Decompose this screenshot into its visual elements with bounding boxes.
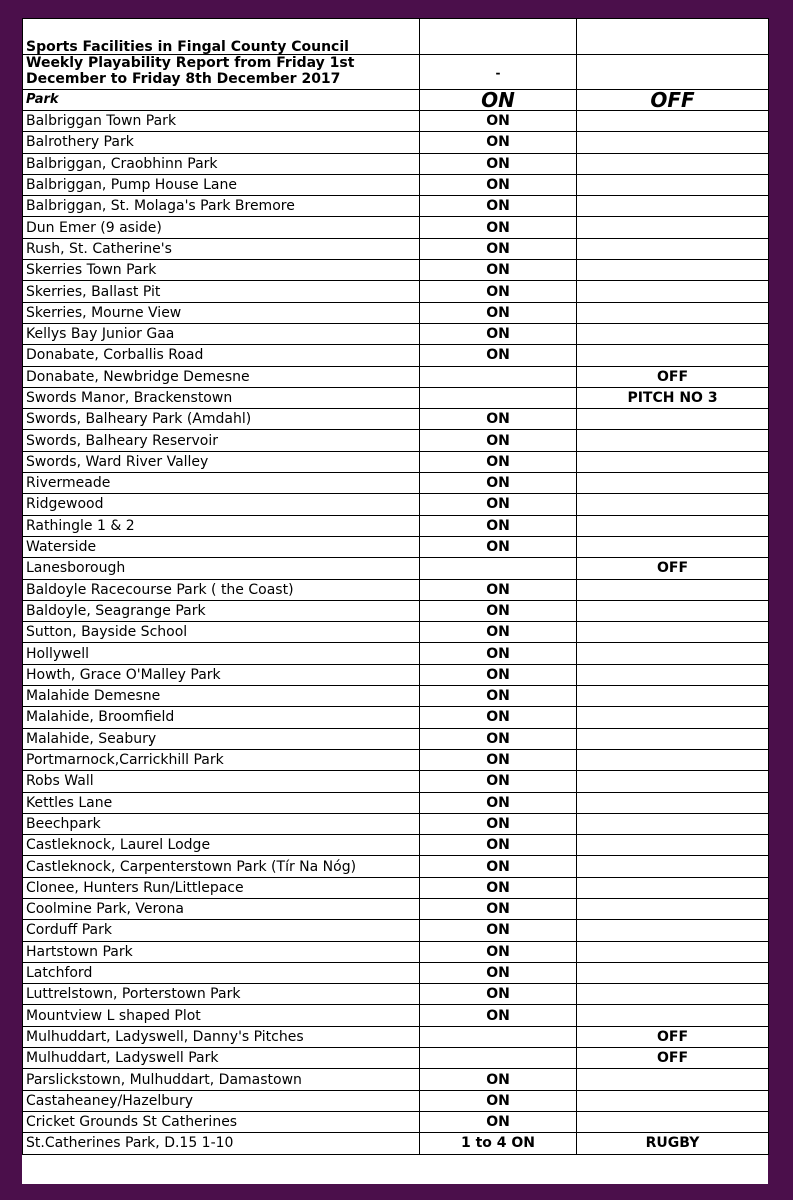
off-status bbox=[577, 536, 769, 557]
table-row bbox=[23, 579, 769, 600]
on-status: ON bbox=[420, 217, 577, 238]
report-subtitle: Weekly Playability Report from Friday 1st December to Friday 8th December 2017 bbox=[23, 55, 420, 90]
off-status bbox=[577, 302, 769, 323]
on-status: ON bbox=[420, 1005, 577, 1026]
column-header-off: OFF bbox=[577, 90, 769, 111]
off-status bbox=[577, 1005, 769, 1026]
on-status: ON bbox=[420, 451, 577, 472]
park-name: Sutton, Bayside School bbox=[23, 622, 420, 643]
table-row bbox=[23, 132, 769, 153]
off-status bbox=[577, 962, 769, 983]
park-name: Castleknock, Carpenterstown Park (Tír Na Nóg) bbox=[23, 856, 420, 877]
on-status: ON bbox=[420, 515, 577, 536]
column-header-on: ON bbox=[420, 90, 577, 111]
on-status: ON bbox=[420, 323, 577, 344]
off-status bbox=[577, 728, 769, 749]
off-status bbox=[577, 835, 769, 856]
table-row bbox=[23, 451, 769, 472]
off-status bbox=[577, 771, 769, 792]
table-row bbox=[23, 622, 769, 643]
table-row bbox=[23, 856, 769, 877]
park-name: Cricket Grounds St Catherines bbox=[23, 1111, 420, 1132]
off-status bbox=[577, 196, 769, 217]
on-status: ON bbox=[420, 1069, 577, 1090]
park-name: Castleknock, Laurel Lodge bbox=[23, 835, 420, 856]
table-row bbox=[23, 771, 769, 792]
park-name: Malahide, Broomfield bbox=[23, 707, 420, 728]
table-row bbox=[23, 1111, 769, 1132]
park-name: St.Catherines Park, D.15 1-10 bbox=[23, 1133, 420, 1154]
table-row bbox=[23, 238, 769, 259]
column-header-row bbox=[23, 90, 769, 111]
off-status bbox=[577, 238, 769, 259]
on-status: ON bbox=[420, 1090, 577, 1111]
on-status: ON bbox=[420, 728, 577, 749]
on-status: ON bbox=[420, 174, 577, 195]
table-row bbox=[23, 174, 769, 195]
park-name: Rathingle 1 & 2 bbox=[23, 515, 420, 536]
table-row bbox=[23, 409, 769, 430]
off-status: RUGBY bbox=[577, 1133, 769, 1154]
off-status bbox=[577, 600, 769, 621]
park-name: Baldoyle, Seagrange Park bbox=[23, 600, 420, 621]
on-status bbox=[420, 1026, 577, 1047]
on-status: ON bbox=[420, 281, 577, 302]
park-name: Balbriggan, Craobhinn Park bbox=[23, 153, 420, 174]
table-row bbox=[23, 345, 769, 366]
on-status bbox=[420, 558, 577, 579]
off-status bbox=[577, 451, 769, 472]
on-status: ON bbox=[420, 920, 577, 941]
park-name: Swords, Balheary Park (Amdahl) bbox=[23, 409, 420, 430]
table-row bbox=[23, 877, 769, 898]
table-row bbox=[23, 473, 769, 494]
park-name: Balbriggan Town Park bbox=[23, 111, 420, 132]
table-row bbox=[23, 664, 769, 685]
off-status bbox=[577, 749, 769, 770]
on-status: ON bbox=[420, 707, 577, 728]
table-row bbox=[23, 366, 769, 387]
table-row bbox=[23, 153, 769, 174]
table-row bbox=[23, 494, 769, 515]
park-name: Howth, Grace O'Malley Park bbox=[23, 664, 420, 685]
park-name: Hartstown Park bbox=[23, 941, 420, 962]
table-row bbox=[23, 643, 769, 664]
park-name: Malahide Demesne bbox=[23, 686, 420, 707]
off-status bbox=[577, 813, 769, 834]
off-status bbox=[577, 217, 769, 238]
on-status: ON bbox=[420, 260, 577, 281]
off-status bbox=[577, 345, 769, 366]
off-status: OFF bbox=[577, 1048, 769, 1069]
off-status: PITCH NO 3 bbox=[577, 387, 769, 408]
on-status: ON bbox=[420, 622, 577, 643]
off-status bbox=[577, 941, 769, 962]
off-status bbox=[577, 1111, 769, 1132]
off-status bbox=[577, 920, 769, 941]
park-name: Balbriggan, Pump House Lane bbox=[23, 174, 420, 195]
park-name: Rush, St. Catherine's bbox=[23, 238, 420, 259]
off-status bbox=[577, 430, 769, 451]
table-row bbox=[23, 1005, 769, 1026]
table-row bbox=[23, 111, 769, 132]
on-status: ON bbox=[420, 473, 577, 494]
park-name: Robs Wall bbox=[23, 771, 420, 792]
on-status: ON bbox=[420, 962, 577, 983]
park-name: Skerries, Mourne View bbox=[23, 302, 420, 323]
off-status bbox=[577, 579, 769, 600]
table-row bbox=[23, 387, 769, 408]
park-name: Latchford bbox=[23, 962, 420, 983]
on-status: ON bbox=[420, 579, 577, 600]
park-name: Balbriggan, St. Molaga's Park Bremore bbox=[23, 196, 420, 217]
playability-table bbox=[22, 18, 769, 1155]
table-row bbox=[23, 260, 769, 281]
table-row bbox=[23, 813, 769, 834]
off-status bbox=[577, 707, 769, 728]
table-row bbox=[23, 302, 769, 323]
park-name: Luttrelstown, Porterstown Park bbox=[23, 984, 420, 1005]
column-header-park: Park bbox=[23, 90, 420, 111]
table-row bbox=[23, 1090, 769, 1111]
off-status bbox=[577, 686, 769, 707]
off-status bbox=[577, 494, 769, 515]
off-status bbox=[577, 622, 769, 643]
on-status: ON bbox=[420, 898, 577, 919]
off-status bbox=[577, 174, 769, 195]
off-status bbox=[577, 515, 769, 536]
off-status: OFF bbox=[577, 558, 769, 579]
on-status: ON bbox=[420, 856, 577, 877]
on-status: ON bbox=[420, 877, 577, 898]
park-name: Kettles Lane bbox=[23, 792, 420, 813]
table-row bbox=[23, 728, 769, 749]
park-name: Hollywell bbox=[23, 643, 420, 664]
on-status: ON bbox=[420, 302, 577, 323]
table-row bbox=[23, 941, 769, 962]
on-status: ON bbox=[420, 111, 577, 132]
on-status bbox=[420, 1048, 577, 1069]
on-status: ON bbox=[420, 941, 577, 962]
off-status bbox=[577, 473, 769, 494]
on-status: ON bbox=[420, 643, 577, 664]
table-row bbox=[23, 898, 769, 919]
park-name: Skerries Town Park bbox=[23, 260, 420, 281]
off-status bbox=[577, 856, 769, 877]
park-name: Beechpark bbox=[23, 813, 420, 834]
table-row bbox=[23, 984, 769, 1005]
off-status bbox=[577, 111, 769, 132]
table-row bbox=[23, 600, 769, 621]
table-row bbox=[23, 217, 769, 238]
park-name: Donabate, Newbridge Demesne bbox=[23, 366, 420, 387]
table-row bbox=[23, 1133, 769, 1154]
off-status bbox=[577, 409, 769, 430]
park-name: Mountview L shaped Plot bbox=[23, 1005, 420, 1026]
on-status: ON bbox=[420, 196, 577, 217]
off-status bbox=[577, 1069, 769, 1090]
table-row bbox=[23, 515, 769, 536]
park-name: Mulhuddart, Ladyswell, Danny's Pitches bbox=[23, 1026, 420, 1047]
off-status: OFF bbox=[577, 366, 769, 387]
on-status: ON bbox=[420, 600, 577, 621]
on-status: ON bbox=[420, 132, 577, 153]
park-name: Ridgewood bbox=[23, 494, 420, 515]
table-row bbox=[23, 536, 769, 557]
park-name: Donabate, Corballis Road bbox=[23, 345, 420, 366]
park-name: Lanesborough bbox=[23, 558, 420, 579]
on-status: ON bbox=[420, 835, 577, 856]
on-status: ON bbox=[420, 409, 577, 430]
park-name: Castaheaney/Hazelbury bbox=[23, 1090, 420, 1111]
on-status: ON bbox=[420, 494, 577, 515]
on-status: ON bbox=[420, 792, 577, 813]
dash-mark: - bbox=[495, 66, 501, 80]
table-row bbox=[23, 686, 769, 707]
park-name: Balrothery Park bbox=[23, 132, 420, 153]
on-status bbox=[420, 387, 577, 408]
table-row bbox=[23, 962, 769, 983]
on-status: ON bbox=[420, 345, 577, 366]
table-row bbox=[23, 920, 769, 941]
on-status: 1 to 4 ON bbox=[420, 1133, 577, 1154]
off-status: OFF bbox=[577, 1026, 769, 1047]
off-status bbox=[577, 260, 769, 281]
park-name: Swords, Balheary Reservoir bbox=[23, 430, 420, 451]
off-status bbox=[577, 898, 769, 919]
on-status: ON bbox=[420, 430, 577, 451]
on-status: ON bbox=[420, 771, 577, 792]
off-status bbox=[577, 984, 769, 1005]
off-status bbox=[577, 643, 769, 664]
park-name: Waterside bbox=[23, 536, 420, 557]
park-name: Mulhuddart, Ladyswell Park bbox=[23, 1048, 420, 1069]
table-row bbox=[23, 430, 769, 451]
park-name: Portmarnock,Carrickhill Park bbox=[23, 749, 420, 770]
on-status: ON bbox=[420, 749, 577, 770]
report-title: Sports Facilities in Fingal County Council bbox=[23, 19, 420, 55]
title-row bbox=[23, 19, 769, 55]
off-status bbox=[577, 792, 769, 813]
off-status bbox=[577, 153, 769, 174]
table-row bbox=[23, 1026, 769, 1047]
park-name: Dun Emer (9 aside) bbox=[23, 217, 420, 238]
table-row bbox=[23, 1048, 769, 1069]
park-name: Rivermeade bbox=[23, 473, 420, 494]
table-row bbox=[23, 1069, 769, 1090]
park-name: Corduff Park bbox=[23, 920, 420, 941]
on-status: ON bbox=[420, 686, 577, 707]
subtitle-row bbox=[23, 55, 769, 90]
table-row bbox=[23, 749, 769, 770]
on-status: ON bbox=[420, 813, 577, 834]
park-name: Clonee, Hunters Run/Littlepace bbox=[23, 877, 420, 898]
on-status: ON bbox=[420, 536, 577, 557]
table-row bbox=[23, 835, 769, 856]
park-name: Swords, Ward River Valley bbox=[23, 451, 420, 472]
off-status bbox=[577, 664, 769, 685]
park-name: Skerries, Ballast Pit bbox=[23, 281, 420, 302]
table-row bbox=[23, 558, 769, 579]
table-row bbox=[23, 323, 769, 344]
table-row bbox=[23, 707, 769, 728]
on-status bbox=[420, 366, 577, 387]
on-status: ON bbox=[420, 984, 577, 1005]
on-status: ON bbox=[420, 1111, 577, 1132]
park-name: Kellys Bay Junior Gaa bbox=[23, 323, 420, 344]
table-row bbox=[23, 196, 769, 217]
park-name: Parslickstown, Mulhuddart, Damastown bbox=[23, 1069, 420, 1090]
table-row bbox=[23, 792, 769, 813]
off-status bbox=[577, 281, 769, 302]
off-status bbox=[577, 877, 769, 898]
off-status bbox=[577, 132, 769, 153]
park-name: Baldoyle Racecourse Park ( the Coast) bbox=[23, 579, 420, 600]
park-name: Coolmine Park, Verona bbox=[23, 898, 420, 919]
park-name: Malahide, Seabury bbox=[23, 728, 420, 749]
off-status bbox=[577, 323, 769, 344]
report-sheet bbox=[22, 18, 768, 1184]
on-status: ON bbox=[420, 664, 577, 685]
on-status: ON bbox=[420, 238, 577, 259]
park-name: Swords Manor, Brackenstown bbox=[23, 387, 420, 408]
on-status: ON bbox=[420, 153, 577, 174]
off-status bbox=[577, 1090, 769, 1111]
table-row bbox=[23, 281, 769, 302]
